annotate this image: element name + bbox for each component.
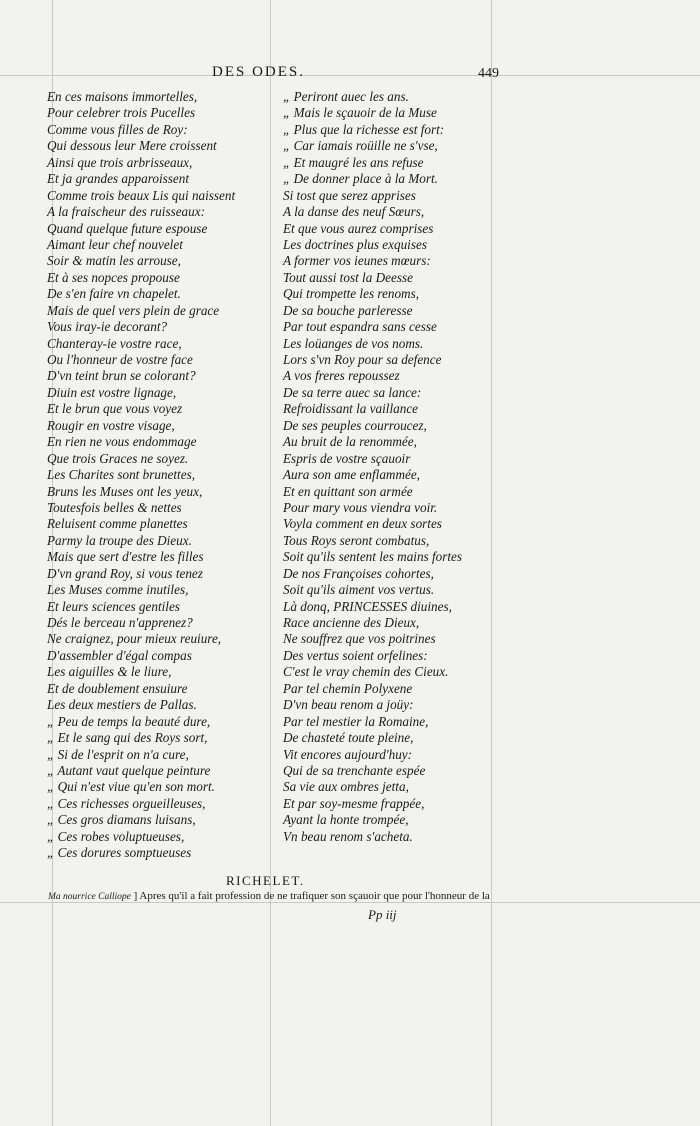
verse-line: „ Periront auec les ans. <box>283 89 409 104</box>
verse-line: „ Qui n'est viue qu'en son mort. <box>47 779 215 795</box>
rule-line <box>0 75 700 76</box>
verse-line: Dés le berceau n'apprenez? <box>47 615 193 630</box>
verse-line: „ De donner place à la Mort. <box>283 171 438 187</box>
verse-line: Comme vous filles de Roy: <box>47 121 188 137</box>
running-header: DES ODES. <box>212 64 306 80</box>
verse-line: Espris de vostre sçauoir <box>283 450 411 466</box>
page-number: 449 <box>478 66 499 81</box>
verse-line: Aura son ame enflammée, <box>283 467 420 483</box>
verse-line: Pour celebrer trois Pucelles <box>47 105 196 121</box>
verse-line: De chasteté toute pleine, <box>283 730 414 746</box>
verse-line: Et le brun que vous voyez <box>47 401 183 417</box>
rule-line <box>0 902 700 903</box>
verse-line: „ Ces richesses orgueilleuses, <box>47 795 206 811</box>
verse-line: Les aiguilles & le liure, <box>47 664 172 680</box>
verse-line: „ Car iamais roüille ne s'vse, <box>283 138 438 154</box>
verse-line: Et que vous aurez comprises <box>283 220 434 236</box>
verse-line: Et ja grandes apparoissent <box>47 171 190 187</box>
verse-line: De nos Françoises cohortes, <box>283 565 434 581</box>
verse-line: „ Si de l'esprit on n'a cure, <box>47 746 189 762</box>
verse-line: Chanteray-ie vostre race, <box>47 335 182 351</box>
verse-line: Aimant leur chef nouvelet <box>47 236 183 252</box>
verse-line: Voyla comment en deux sortes <box>283 516 442 532</box>
verse-line: De sa bouche parleresse <box>283 302 413 318</box>
commentary-text: ] Apres qu'il a fait profession de ne trafiquer son sçauoir que pour l'honneur de la <box>133 890 490 902</box>
verse-line: Refroidissant la vaillance <box>283 401 419 417</box>
verse-line: Des vertus soient orfelines: <box>283 647 428 663</box>
verse-line: Toutesfois belles & nettes <box>47 499 182 515</box>
verse-line: „ Ces robes voluptueuses, <box>47 828 185 844</box>
verse-line: A la fraischeur des ruisseaux: <box>47 204 205 220</box>
verse-line: Au bruit de la renommée, <box>283 434 417 450</box>
verse-line: Si tost que serez apprises <box>283 187 416 203</box>
verse-line: D'assembler d'égal compas <box>47 647 192 663</box>
verse-line: Lors s'vn Roy pour sa defence <box>283 352 442 367</box>
left-verse-column <box>47 89 235 862</box>
verse-line: Mais de quel vers plein de grace <box>47 302 220 318</box>
verse-line: Et en quittant son armée <box>283 483 413 499</box>
verse-line: Rougir en vostre visage, <box>47 417 175 433</box>
verse-line: A former vos ieunes mœurs: <box>283 253 431 269</box>
verse-line: A vos freres repoussez <box>283 368 400 384</box>
rule-line <box>491 0 492 1126</box>
rule-line <box>270 0 271 1126</box>
verse-line: Diuin est vostre lignage, <box>47 384 177 400</box>
verse-line: Ne souffrez que vos poitrines <box>283 631 436 647</box>
commentary-heading: RICHELET. <box>226 873 305 888</box>
verse-line: Par tel chemin Polyxene <box>283 680 413 696</box>
verse-line: Ne craignez, pour mieux reuiure, <box>47 631 222 647</box>
right-verse-column <box>283 89 462 845</box>
verse-line: Les deux mestiers de Pallas. <box>47 697 197 713</box>
verse-line: „ Et maugré les ans refuse <box>283 154 424 170</box>
verse-line: Soir & matin les arrouse, <box>47 253 181 269</box>
verse-line: Vn beau renom s'acheta. <box>283 828 413 844</box>
verse-line: Sa vie aux ombres jetta, <box>283 779 409 795</box>
verse-line: Reluisent comme planettes <box>47 516 188 532</box>
verse-line: Par tout espandra sans cesse <box>283 319 437 335</box>
verse-line: „ Peu de temps la beauté dure, <box>47 713 211 729</box>
verse-line: Et par soy-mesme frappée, <box>283 795 425 811</box>
verse-line: „ Ces gros diamans luisans, <box>47 812 196 828</box>
verse-line: Et leurs sciences gentiles <box>47 598 180 614</box>
verse-line: Qui trompette les renoms, <box>283 286 420 302</box>
verse-line: Bruns les Muses ont les yeux, <box>47 483 203 499</box>
verse-line: Les loüanges de vos noms. <box>283 335 424 351</box>
verse-line: En rien ne vous endommage <box>47 434 197 450</box>
signature-mark: Pp iij <box>368 907 397 922</box>
verse-line: „ Ces dorures somptueuses <box>47 845 192 861</box>
verse-line: Soit qu'ils aiment vos vertus. <box>283 582 435 598</box>
verse-line: D'vn grand Roy, si vous tenez <box>47 565 203 581</box>
verse-line: De sa terre auec sa lance: <box>283 384 422 400</box>
verse-line: Pour mary vous viendra voir. <box>283 499 438 515</box>
verse-line: C'est le vray chemin des Cieux. <box>283 664 449 680</box>
commentary-lemma: Ma nourrice Calliope <box>48 892 131 902</box>
verse-line: „ Mais le sçauoir de la Muse <box>283 105 437 121</box>
verse-line: Et de doublement ensuiure <box>47 680 188 696</box>
verse-line: De ses peuples courroucez, <box>283 417 427 433</box>
verse-line: Vous iray-ie decorant? <box>47 319 168 335</box>
verse-line: D'vn teint brun se colorant? <box>47 368 196 384</box>
verse-line: En ces maisons immortelles, <box>47 89 198 104</box>
verse-line: Et à ses nopces propouse <box>47 269 180 285</box>
verse-line: Qui dessous leur Mere croissent <box>47 138 217 154</box>
verse-line: A la danse des neuf Sœurs, <box>283 204 425 220</box>
verse-line: Mais que sert d'estre les filles <box>47 549 204 565</box>
verse-line: D'vn beau renom a joüy: <box>283 697 414 713</box>
verse-line: Que trois Graces ne soyez. <box>47 450 189 466</box>
commentary-line <box>48 890 500 902</box>
verse-line: Les doctrines plus exquises <box>283 236 427 252</box>
verse-line: De s'en faire vn chapelet. <box>47 286 181 302</box>
verse-line: „ Autant vaut quelque peinture <box>47 762 211 778</box>
verse-line: Par tel mestier la Romaine, <box>283 713 429 729</box>
verse-line: Soit qu'ils sentent les mains fortes <box>283 549 463 565</box>
verse-line: Race ancienne des Dieux, <box>283 615 420 630</box>
verse-line: Qui de sa trenchante espée <box>283 762 426 778</box>
verse-line: Les Charites sont brunettes, <box>47 467 195 483</box>
verse-line: „ Plus que la richesse est fort: <box>283 121 445 137</box>
verse-line: Parmy la troupe des Dieux. <box>47 532 192 548</box>
verse-line: Comme trois beaux Lis qui naissent <box>47 187 236 203</box>
verse-line: Tous Roys seront combatus, <box>283 532 430 548</box>
verse-line: Vit encores aujourd'huy: <box>283 746 413 762</box>
verse-line: Là donq, PRINCESSES diuines, <box>283 598 452 614</box>
verse-line: Les Muses comme inutiles, <box>47 582 189 598</box>
verse-line: Tout aussi tost la Deesse <box>283 269 413 285</box>
verse-line: „ Et le sang qui des Roys sort, <box>47 730 208 746</box>
verse-line: Quand quelque future espouse <box>47 220 208 236</box>
verse-line: Ayant la honte trompée, <box>283 812 409 828</box>
verse-line: Ou l'honneur de vostre face <box>47 352 193 367</box>
verse-line: Ainsi que trois arbrisseaux, <box>47 154 193 170</box>
